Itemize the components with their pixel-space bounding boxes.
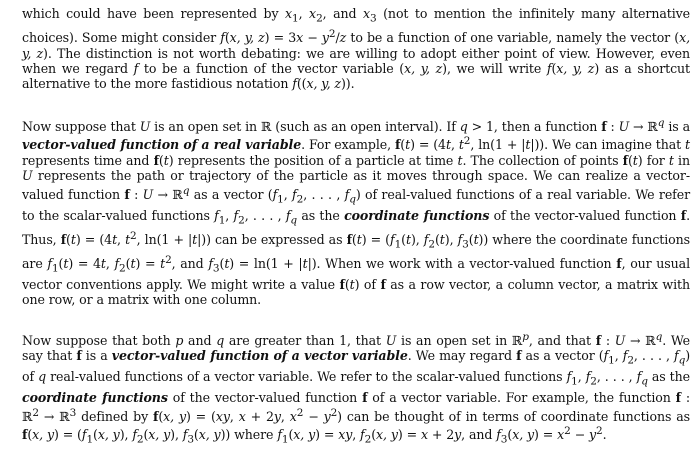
paragraph-3: Now suppose that both p and q are greater than 1, that U is an open set in ℝ$^p$, and that f : U → ℝ$^q$. We say that f is a vector-valued function of a vector variable. We may regard f as a vector ($f_1$, $f_2$, . . . , $f_q$) of q real-valued functions of a vector variable. We refer to the scalar-valued functions $f_1$, $f_2$, . . . , $f_q$ as the coordinate functions of the vector-valued function f of a vector variable. For example, the function f : ℝ$^2$ → ℝ$^3$ defined by f(x, y) = (xy, x + 2y, $x^2 - y^2$) can be thought of in terms of coordinate functions as f(x, $y) = (f_1(x$, y), $f_2(x$, y), $f_3(x$, y)) where $f_1(x$, y) = xy, $f_2(x$, y) = x + 2y, and $f_3(x$, $y) = x^2 - y^2$. xyxy=(22,330,691,446)
paragraph-1: which could have been represented by $x_1$, $x_2$, and $x_3$ (not to mention the infinitely many alternative choices). Some might consider f(x, y, $z) = 3x - y^2/z$ to be a function of one variable, namely the vector (x, y, z). The distinction is not worth debating: we are willing to adopt either point of view. However, even when we regard f to be a function of the vector variable (x, y, z), we will write f(x, y, z) as a shortcut alternative to the more fastidious notation f((x, y, z)). xyxy=(22,6,691,92)
paragraph-2: Now suppose that U is an open set in ℝ (such as an open interval). If q > 1, then a function f : U → ℝ$^q$ is a vector-valued function of a real variable. For example, f(t) = (4t, $t^2$, ln(1 + |t|)). We can imagine that t represents time and f(t) represents the position of a particle at time t. The collection of points f(t) for t in U represents the path or trajectory of the particle as it moves through space. We can realize a vector-valued function f : U → ℝ$^q$ as a vector ($f_1$, $f_2$, . . . , $f_q$) of real-valued functions of a real variable. We refer to the scalar-valued functions $f_1$, $f_2$, . . . , $f_q$ as the coordinate functions of the vector-valued function f. Thus, f(t) = (4t, $t^2$, ln(1 + |t|)) can be expressed as $f(t) = (f_1(t)$, $f_2(t)$, $f_3(t)$) where the coordinate functions are $f_1(t) = 4t$, $f_2(t) = t^2$, and $f_3(t) = \ln(1 + |t|)$. When we work with a vector-valued function f, our usual vector conventions apply. We might write a value f(t) of f as a row vector, a column vector, a matrix with one row, or a matrix with one column. xyxy=(22,116,691,308)
